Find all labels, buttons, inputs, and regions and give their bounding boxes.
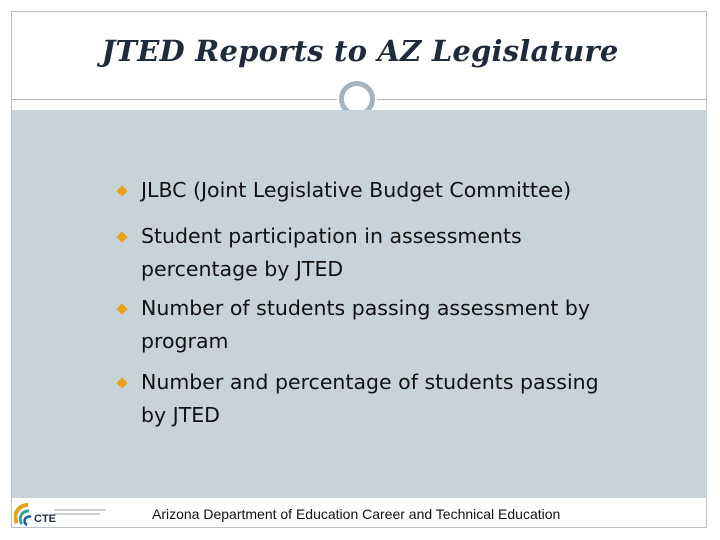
bullet-text: Number and percentage of students passing by JTED	[141, 370, 599, 427]
content-panel	[12, 110, 707, 498]
bullet-item	[119, 220, 659, 286]
slide-title: JTED Reports to AZ Legislature	[101, 34, 619, 68]
cte-logo	[14, 501, 108, 527]
bullet-text: JLBC (Joint Legislative Budget Committee)	[141, 178, 572, 202]
footer-text: Arizona Department of Education Career and Technical Education	[152, 506, 561, 522]
bullet-item	[119, 174, 659, 207]
cte-logo-text: CTE	[34, 513, 56, 525]
bullet-item	[119, 366, 659, 432]
bullet-text: Number of students passing assessment by program	[141, 296, 591, 353]
bullet-item	[119, 292, 659, 358]
bullet-text: Student participation in assessments percentage by JTED	[141, 224, 522, 281]
bullet-list	[12, 110, 707, 498]
